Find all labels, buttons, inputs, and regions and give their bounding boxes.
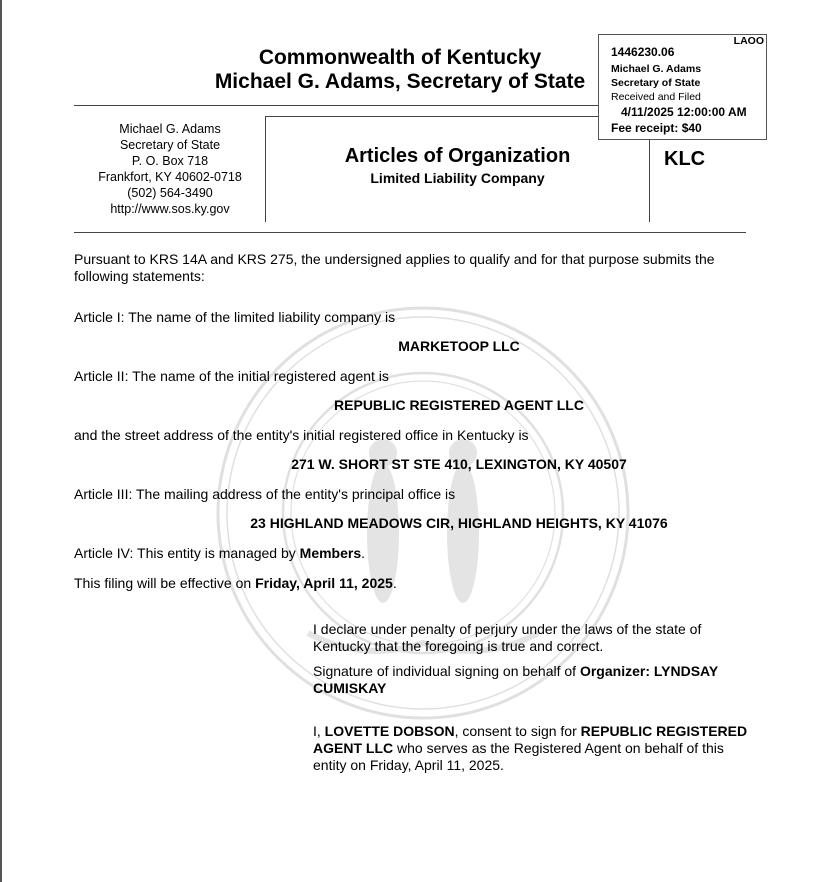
consent-mid: , consent to sign for <box>454 723 581 739</box>
principal-office-address: 23 HIGHLAND MEADOWS CIR, HIGHLAND HEIGHTS, KY 41076 <box>250 515 668 531</box>
consent-signer-name: LOVETTE DOBSON <box>324 723 455 739</box>
stamp-title: Secretary of State <box>611 77 701 89</box>
article-4-prefix: Article IV: This entity is managed by <box>74 545 300 561</box>
perjury-declaration: I declare under penalty of perjury under the laws of the state of Kentucky that the foregoing is true and correct. <box>313 621 702 654</box>
article-1-label: Article I: The name of the limited liability company is <box>74 309 396 325</box>
stamp-number: 1446230.06 <box>611 45 675 59</box>
address-line: Secretary of State <box>119 138 221 152</box>
document-subtitle: Limited Liability Company <box>370 170 545 186</box>
kentucky-seal-watermark-icon <box>213 303 633 723</box>
agent-consent-statement <box>313 723 753 774</box>
intro-paragraph: Pursuant to KRS 14A and KRS 275, the undersigned applies to qualify and for that purpose submits the following statements: <box>74 251 715 284</box>
registered-office-address: 271 W. SHORT ST STE 410, LEXINGTON, KY 40507 <box>291 456 627 472</box>
article-2-label: Article II: The name of the initial registered agent is <box>74 368 389 384</box>
stamp-status: Received and Filed <box>611 91 701 103</box>
page-left-border <box>0 0 2 882</box>
address-line: Michael G. Adams <box>119 122 221 136</box>
article-4-suffix: . <box>361 545 366 561</box>
consent-prefix: I, <box>313 723 325 739</box>
effective-date: Friday, April 11, 2025 <box>255 575 393 591</box>
header-vertical-divider-right <box>649 140 650 222</box>
effective-date-statement <box>74 575 397 592</box>
company-name: MARKETOOP LLC <box>398 338 520 354</box>
effective-suffix: . <box>392 575 397 591</box>
organizer-signature-line <box>313 663 753 697</box>
registered-office-label: and the street address of the entity's initial registered office in Kentucky is <box>74 427 529 443</box>
header-title-line1: Commonwealth of Kentucky <box>258 46 542 69</box>
article-4-statement <box>74 545 365 562</box>
address-line: (502) 564-3490 <box>127 186 213 200</box>
document-code: KLC <box>664 148 706 170</box>
address-line: http://www.sos.ky.gov <box>110 202 230 216</box>
header-divider-top <box>74 105 598 106</box>
header-divider-inner <box>265 116 598 117</box>
address-line: P. O. Box 718 <box>131 154 209 168</box>
header-title-line2: Michael G. Adams, Secretary of State <box>214 70 586 93</box>
office-address-block <box>88 121 252 217</box>
consent-suffix: who serves as the Registered Agent on behalf of this entity on Friday, April 11, 2025. <box>313 740 724 773</box>
document-title: Articles of Organization <box>344 145 571 167</box>
registered-agent-name: REPUBLIC REGISTERED AGENT LLC <box>334 397 584 413</box>
article-3-label: Article III: The mailing address of the entity's principal office is <box>74 486 456 502</box>
filing-stamp-box <box>598 34 767 140</box>
address-line: Frankfort, KY 40602-0718 <box>98 170 242 184</box>
consent-agent-name: REPUBLIC REGISTERED AGENT LLC <box>313 723 748 756</box>
stamp-name: Michael G. Adams <box>611 63 702 75</box>
management-type: Members <box>299 545 362 561</box>
signer-prefix: Signature of individual signing on behalf of <box>313 663 580 679</box>
effective-prefix: This filing will be effective on <box>74 575 256 591</box>
header-divider-bottom <box>74 232 746 233</box>
organizer-name: Organizer: LYNDSAY CUMISKAY <box>313 663 718 696</box>
header-vertical-divider-left <box>265 116 266 222</box>
stamp-fee: Fee receipt: $40 <box>611 121 702 135</box>
stamp-code: LAOO <box>733 35 764 47</box>
stamp-datetime: 4/11/2025 12:00:00 AM <box>621 105 747 119</box>
